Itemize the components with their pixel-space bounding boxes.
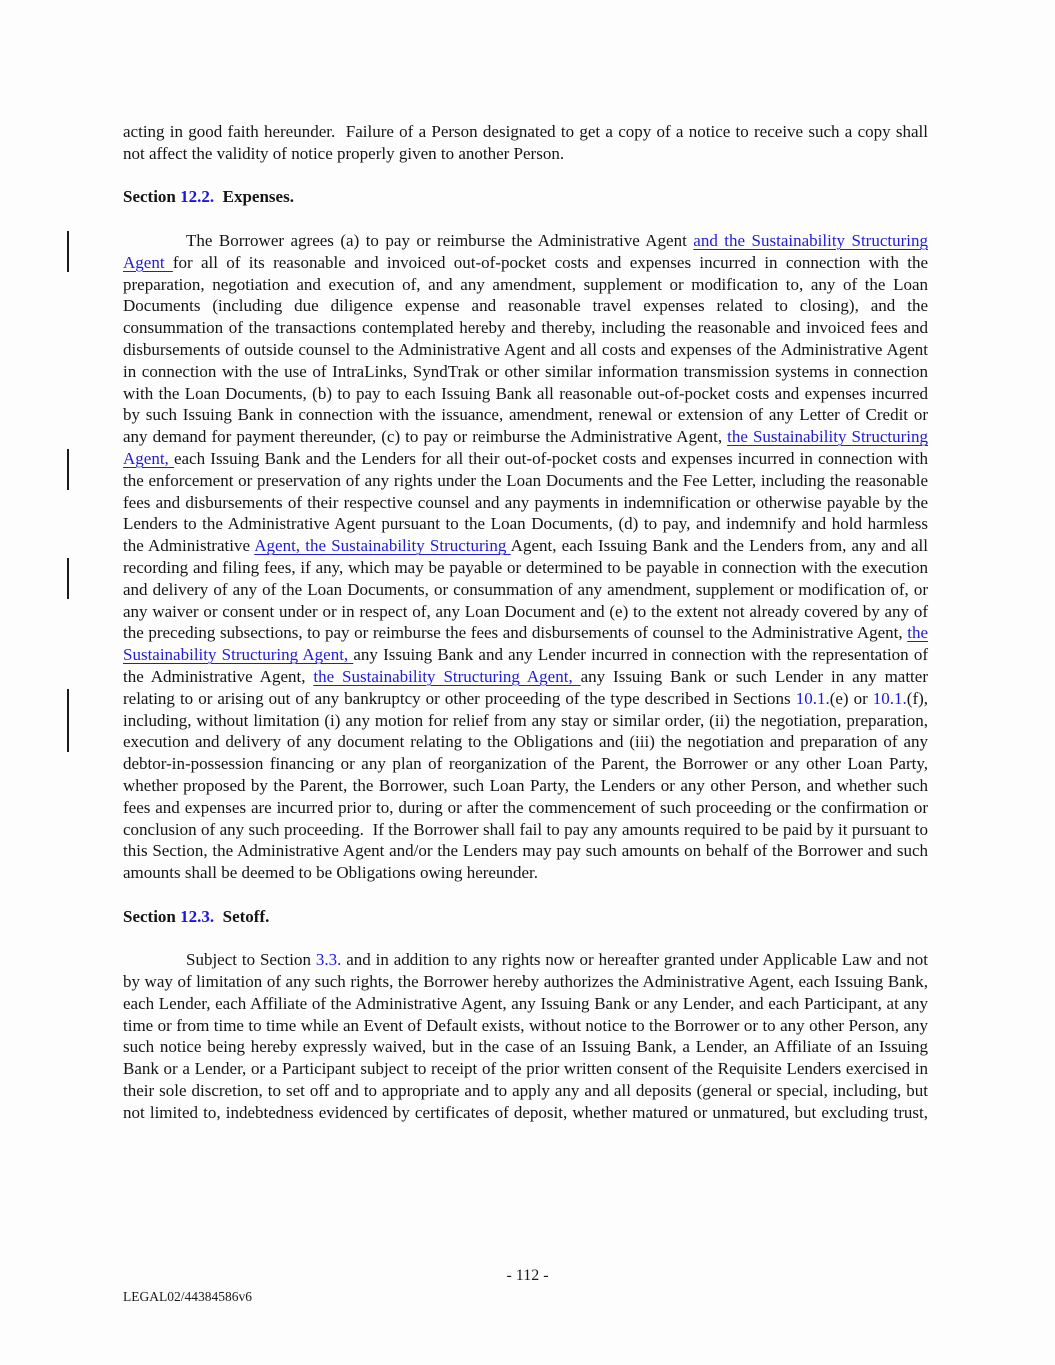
text-run: The Borrower agrees (a) to pay or reimburse the Administrative Agent: [186, 230, 694, 250]
paragraph-setoff: [123, 949, 928, 1123]
text-run: any Issuing Bank and any Lender incurred in connection with the representation of the Administrative Agent,: [123, 645, 929, 686]
text-run: Agent, each Issuing Bank and the Lenders from, any and all recording and filing fees, if any, which may be payable or determined to be payable in connection with the execution and delivery of any of the Loan Documents, or consummation of any amendment, supplement or modification of, or any waiver or consent under or in respect of, any Loan Document and (e) to the extent not already covered by any of the preceding subsections, to pay or reimburse the fees and disbursements of counsel to the Administrative Agent,: [123, 536, 928, 643]
section-ref-link[interactable]: 10.1.: [872, 688, 907, 708]
section-ref-link[interactable]: 3.3.: [315, 950, 342, 970]
revision-change-bar: [67, 231, 69, 272]
document-id-footer: LEGAL02/44384586v6: [123, 1289, 252, 1304]
section-ref-link[interactable]: 12.3.: [180, 906, 215, 926]
section-ref-link[interactable]: 12.2.: [180, 187, 215, 207]
text-run: Setoff.: [214, 906, 270, 926]
inserted-text: Agent, the Sustainability Structuring: [254, 536, 511, 556]
inserted-text: the Sustainability Structuring Agent,: [313, 666, 581, 686]
text-run: (e) or: [829, 688, 873, 708]
revision-change-bar: [67, 689, 69, 752]
document-body: [123, 121, 928, 1145]
section-ref-link[interactable]: 10.1.: [795, 688, 830, 708]
inserted-text: the Sustainability Structuring Agent,: [123, 427, 928, 468]
paragraph-notice-continuation: [123, 121, 928, 165]
revision-change-bar: [67, 449, 69, 490]
paragraph-expenses: [123, 230, 928, 884]
text-run: each Issuing Bank and the Lenders for all their out-of-pocket costs and expenses incurred in connection with the enforcement or preservation of any rights under the Loan Documents and the Fee Letter, including the reasonable fees and disbursements of their respective counsel and any payments in indemnification or otherwise payable by the Lenders to the Administrative Agent pursuant to the Loan Documents, (d) to pay, and indemnify and hold harmless the Administrative: [123, 448, 928, 556]
revision-change-bar: [67, 558, 69, 599]
text-run: Section: [123, 906, 181, 926]
text-run: Section: [123, 187, 181, 207]
section-heading-expenses: [123, 186, 928, 208]
text-run: any Issuing Bank or such Lender in any matter relating to or arising out of any bankruptcy or other proceeding of the type described in Sections: [123, 666, 928, 708]
text-run: Subject to Section: [186, 950, 316, 970]
inserted-text: the Sustainability Structuring Agent,: [123, 623, 928, 665]
inserted-text: and the Sustainability Structuring Agent: [123, 230, 928, 272]
text-run: Expenses.: [214, 187, 294, 207]
page-number: - 112 -: [506, 1267, 549, 1284]
text-run: for all of its reasonable and invoiced out-of-pocket costs and expenses incurred in connection with the preparation, negotiation and execution of, and any amendment, supplement or modification to, any of the Loan Documents (including due diligence expense and reasonable travel expenses related to closing), and the consummation of the transactions contemplated hereby and thereby, including the reasonable and invoiced fees and disbursements of outside counsel to the Administrative Agent and all costs and expenses of the Administrative Agent in connection with the use of IntraLinks, SyndTrak or other similar information transmission systems in connection with the Loan Documents, (b) to pay to each Issuing Bank all reasonable out-of-pocket costs and expenses incurred by such Issuing Bank in connection with the issuance, amendment, renewal or extension of any Letter of Credit or any demand for payment thereunder, (c) to pay or reimburse the Administrative Agent,: [123, 252, 929, 447]
section-heading-setoff: [123, 906, 928, 928]
text-run: acting in good faith hereunder. Failure of a Person designated to get a copy of a notice to receive such a copy shall not affect the validity of notice properly given to another Person.: [123, 122, 928, 163]
text-run: (f), including, without limitation (i) any motion for relief from any stay or similar order, (ii) the negotiation, preparation, execution and delivery of any document relating to the Obligations and (iii) the negotiation and preparation of any debtor-in-possession financing or any plan of reorganization of the Parent, the Borrower or any other Loan Party, whether proposed by the Parent, the Borrower, such Loan Party, the Lenders or any other Person, and whether such fees and expenses are incurred prior to, during or after the commencement of such proceeding or the confirmation or conclusion of any such proceeding. If the Borrower shall fail to pay any amounts required to be paid by it pursuant to this Section, the Administrative Agent and/or the Lenders may pay such amounts on behalf of the Borrower and such amounts shall be deemed to be Obligations owing hereunder.: [123, 688, 929, 883]
text-run: and in addition to any rights now or hereafter granted under Applicable Law and not by way of limitation of any such rights, the Borrower hereby authorizes the Administrative Agent, each Issuing Bank, each Lender, each Affiliate of the Administrative Agent, any Issuing Bank or any Lender, and each Participant, at any time or from time to time while an Event of Default exists, without notice to the Borrower or to any other Person, any such notice being hereby expressly waived, but in the case of an Issuing Bank, a Lender, an Affiliate of an Issuing Bank or a Lender, or a Participant subject to receipt of the prior written consent of the Requisite Lenders exercised in their sole discretion, to set off and to appropriate and to apply any and all deposits (general or special, including, but not limited to, indebtedness evidenced by certificates of deposit, whether matured or unmatured, but excluding trust,: [123, 950, 928, 1122]
